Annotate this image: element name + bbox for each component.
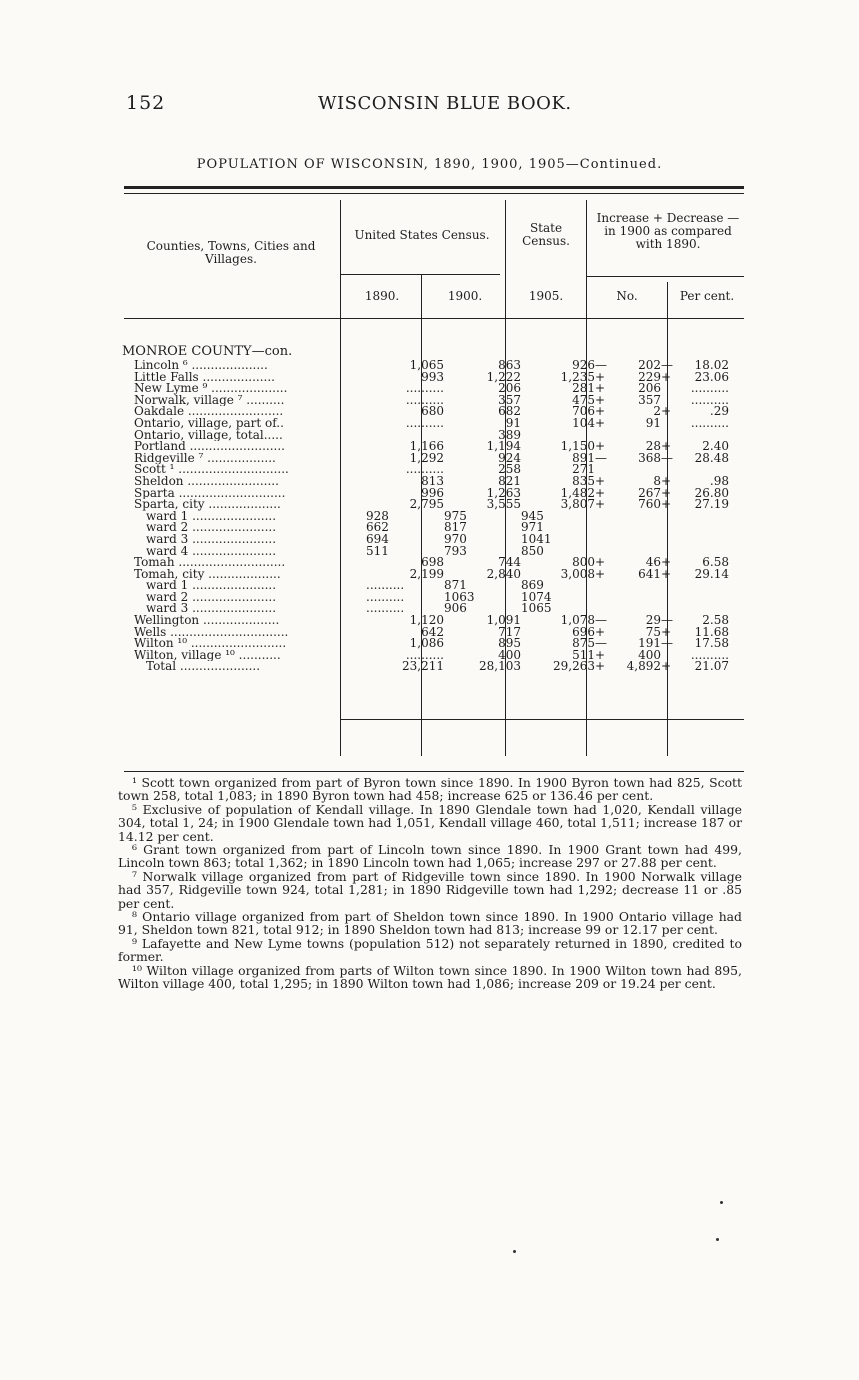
percent-sign: + (661, 441, 672, 453)
change-sign: + (595, 371, 606, 384)
change-sign: + (595, 661, 606, 674)
value-1900: 906 (444, 603, 467, 616)
table-row (122, 534, 729, 546)
row-name: ward 4 ...................... (146, 545, 277, 558)
value-1900: 91 (505, 417, 521, 430)
change-number (617, 430, 661, 442)
value-1890: 928 (366, 510, 389, 523)
value-1905: 1065 (521, 603, 552, 616)
page-number: 152 (126, 92, 166, 114)
row-name: Sparta, city ................... (134, 499, 281, 511)
sign-cell (595, 603, 617, 615)
row-name: Wilton, village ¹⁰ ........... (134, 649, 281, 662)
no-cell (617, 546, 661, 558)
change-percent: 17.58 (694, 638, 729, 650)
value-1905: 1,078 (560, 615, 595, 627)
no-cell (617, 534, 661, 546)
change-percent: 28.48 (694, 452, 729, 465)
percent-sign: + (661, 626, 672, 639)
row-name: ward 1 ...................... (146, 580, 277, 592)
value-1905: 891 (572, 452, 595, 465)
table-row (122, 546, 729, 558)
value-1900: 28,103 (479, 661, 521, 674)
footnotes (118, 776, 742, 991)
footnote: ⁶ Grant town organized from part of Lincoln town since 1890. In 1900 Grant town had 499, Lincoln town 863; total 1,362; in 1890 Lincoln town had 1,065; increase 297 or 27.88 per cent. (118, 842, 742, 871)
value-1905: 926 (572, 360, 595, 372)
value-1905: 696 (572, 626, 595, 639)
percent-sign (661, 650, 681, 662)
value-1890: 680 (421, 406, 444, 418)
value-1905: 3,807 (560, 499, 595, 511)
population-table (122, 360, 729, 673)
table-row (122, 557, 729, 569)
table-row (122, 650, 729, 662)
table-row (122, 395, 729, 407)
value-1905: 1,150 (560, 441, 595, 453)
change-sign: + (595, 557, 606, 569)
percent-sign (661, 395, 681, 407)
row-name: Ridgeville ⁷ .................. (134, 452, 276, 465)
change-number: 4,892 (626, 661, 661, 674)
percent-sign: — (661, 638, 673, 650)
percent-sign: + (661, 499, 672, 511)
change-percent: 29.14 (694, 568, 729, 581)
change-sign: + (595, 475, 606, 488)
running-head: WISCONSIN BLUE BOOK. (318, 93, 572, 114)
percent-sign: — (661, 452, 673, 465)
value-1890: .......... (405, 383, 444, 395)
change-percent (681, 464, 729, 476)
value-1905: 1074 (521, 591, 552, 604)
row-name: Wells ............................... (134, 626, 289, 639)
value-1890: 993 (421, 371, 444, 384)
change-sign: — (595, 360, 607, 372)
value-1905: 104 (572, 417, 595, 430)
header-bottom-rule (124, 318, 744, 319)
value-1905: 875 (572, 638, 595, 650)
value-1900: 1,091 (486, 615, 521, 627)
change-number: 357 (638, 394, 661, 407)
percent-sign: + (661, 661, 672, 674)
header-sub-rule-us (340, 274, 500, 275)
value-1900: 717 (498, 626, 521, 639)
row-name: Wellington .................... (134, 615, 280, 627)
value-1900: 3,555 (486, 499, 521, 511)
change-sign: + (595, 487, 606, 500)
change-percent: 2.40 (702, 441, 729, 453)
change-sign: + (595, 626, 606, 639)
value-1905: 971 (521, 522, 544, 534)
no-cell (617, 580, 661, 592)
pct-cell (681, 603, 729, 615)
change-number: 760 (638, 499, 661, 511)
pct-sign-cell (661, 580, 681, 592)
header-sub-rule-inc (586, 276, 744, 277)
row-name: Little Falls ................... (134, 371, 275, 384)
change-sign: + (595, 406, 606, 418)
value-1900: 2,840 (486, 568, 521, 581)
change-number: 75 (645, 626, 661, 639)
no-cell (617, 522, 661, 534)
sign-cell (595, 546, 617, 558)
top-rule-thick (124, 186, 744, 189)
bottom-rule (124, 771, 744, 772)
no-cell (617, 511, 661, 523)
row-name: Ontario, village, total..... (134, 429, 283, 442)
table-row (122, 638, 729, 650)
change-percent: 6.58 (702, 557, 729, 569)
change-number (617, 464, 661, 476)
value-1890: .......... (366, 591, 405, 604)
value-1905: 1041 (521, 533, 552, 546)
change-sign: + (595, 394, 606, 407)
value-1890: 2,199 (409, 568, 444, 581)
no-cell (617, 603, 661, 615)
total-rule-1 (340, 719, 744, 720)
header-us-census: United States Census. (354, 228, 490, 242)
row-name: ward 2 ...................... (146, 522, 277, 534)
change-number: 641 (638, 568, 661, 581)
row-name: New Lyme ⁹ .................... (134, 383, 288, 395)
header-no: No. (616, 289, 638, 303)
sign-cell (595, 534, 617, 546)
value-1890: .......... (405, 464, 444, 476)
change-number: 2 (653, 406, 661, 418)
value-1900: 863 (498, 360, 521, 372)
value-1890: 1,292 (409, 452, 444, 465)
table-row (122, 592, 729, 604)
value-1900: 206 (498, 383, 521, 395)
footnote: ⁵ Exclusive of population of Kendall village. In 1890 Glendale town had 1,020, Kendall village 304, total 1, 24; in 1900 Glendale town had 1,051, Kendall village 460, total 1,511; increase 187 or 14.12 per cent. (118, 801, 742, 844)
change-number: 91 (645, 417, 661, 430)
header-1905: 1905. (528, 289, 564, 303)
table-row (122, 580, 729, 592)
change-number: 8 (653, 475, 661, 488)
print-speck (716, 1238, 719, 1241)
change-percent: .......... (690, 649, 729, 662)
value-1905: 281 (572, 383, 595, 395)
pct-sign-cell (661, 592, 681, 604)
row-name: Total ..................... (146, 661, 261, 674)
table-row (122, 430, 729, 442)
value-1905: 29,263 (553, 661, 595, 674)
county-heading: MONROE COUNTY—con. (122, 344, 293, 359)
row-name: Scott ¹ ............................. (134, 464, 289, 476)
table-row (122, 511, 729, 523)
percent-sign (661, 418, 681, 430)
change-sign (595, 464, 617, 476)
change-number: 368 (638, 452, 661, 465)
pct-cell (681, 592, 729, 604)
table-row (122, 569, 729, 581)
value-1890: 996 (421, 487, 444, 500)
sign-cell (595, 511, 617, 523)
percent-sign (661, 430, 681, 442)
change-sign: + (595, 383, 606, 395)
footnote: ¹⁰ Wilton village organized from parts of Wilton town since 1890. In 1900 Wilton town had 895, Wilton village 400, total 1,295; in 1890 Wilton town had 1,086; increase 209 or 19.24 per cent. (118, 962, 742, 992)
table-row (122, 603, 729, 615)
value-1900: 871 (444, 580, 467, 592)
table-title: POPULATION OF WISCONSIN, 1890, 1900, 1905—Continued. (196, 157, 663, 172)
footnote: ⁷ Norwalk village organized from part of Ridgeville town since 1890. In 1900 Norwalk village had 357, Ridgeville town 924, total 1,281; in 1890 Ridgeville town had 1,292; decrease 11 or .85 per cent. (118, 868, 742, 911)
pct-sign-cell (661, 522, 681, 534)
pct-sign-cell (661, 511, 681, 523)
value-1890: .......... (366, 580, 405, 592)
table-row (122, 383, 729, 395)
value-1900: 821 (498, 475, 521, 488)
header-1900: 1900. (447, 289, 483, 303)
value-1900: 258 (498, 464, 521, 476)
value-1890: .......... (405, 394, 444, 407)
value-1890: 23,211 (402, 661, 444, 674)
change-sign: — (595, 615, 607, 627)
value-1890 (366, 430, 444, 442)
value-1890: 2,795 (409, 499, 444, 511)
value-1890: 694 (366, 533, 389, 546)
percent-sign (661, 383, 681, 395)
no-cell (617, 592, 661, 604)
change-percent (681, 430, 729, 442)
change-percent: .98 (709, 475, 729, 488)
row-name: Wilton ¹⁰ ......................... (134, 638, 287, 650)
value-1905: 850 (521, 545, 544, 558)
value-1900: 1063 (444, 591, 475, 604)
percent-sign: + (661, 371, 672, 384)
table-row (122, 476, 729, 488)
value-1890: 642 (421, 626, 444, 639)
percent-sign: — (661, 615, 673, 627)
change-sign: — (595, 452, 607, 465)
row-name: Portland ......................... (134, 441, 285, 453)
change-sign (595, 430, 617, 442)
change-sign: + (595, 649, 606, 662)
value-1900: 1,222 (486, 371, 521, 384)
change-percent: .......... (690, 394, 729, 407)
row-name: Norwalk, village ⁷ .......... (134, 394, 285, 407)
value-1890: 1,166 (409, 441, 444, 453)
change-number: 267 (638, 487, 661, 500)
value-1900: 400 (498, 649, 521, 662)
pct-sign-cell (661, 534, 681, 546)
table-body (122, 360, 729, 673)
row-name: Tomah ............................ (134, 557, 286, 569)
table-row (122, 499, 729, 511)
value-1900: 895 (498, 638, 521, 650)
value-1905: 271 (572, 464, 595, 476)
value-1890: 662 (366, 522, 389, 534)
value-1890: .......... (366, 603, 405, 616)
change-percent: 2.58 (702, 615, 729, 627)
change-sign: + (595, 417, 606, 430)
footnote: ⁸ Ontario village organized from part of Sheldon town since 1890. In 1900 Ontario village had 91, Sheldon town 821, total 912; in 1890 Sheldon town had 813; increase 99 or 12.17 per cent. (118, 909, 742, 938)
change-number: 191 (638, 638, 661, 650)
footnote: ¹ Scott town organized from part of Byron town since 1890. In 1900 Byron town had 825, Scott town 258, total 1,083; in 1890 Byron town had 458; increase 625 or 136.46 per cent. (118, 775, 742, 804)
header-name-cell: Counties, Towns, Cities and Villages. (146, 239, 316, 266)
value-1890: 1,065 (409, 360, 444, 372)
pct-cell (681, 546, 729, 558)
table-row (122, 464, 729, 476)
sign-cell (595, 522, 617, 534)
table-row (122, 441, 729, 453)
change-number: 202 (638, 360, 661, 372)
value-1900: 357 (498, 394, 521, 407)
value-1900: 1,263 (486, 487, 521, 500)
pct-cell (681, 522, 729, 534)
row-name: ward 2 ...................... (146, 591, 277, 604)
value-1890: 511 (366, 545, 389, 558)
table-row (122, 488, 729, 500)
change-percent: .......... (690, 383, 729, 395)
change-percent: 11.68 (694, 626, 729, 639)
row-name: ward 3 ...................... (146, 603, 277, 616)
table-row (122, 418, 729, 430)
value-1890: 698 (421, 557, 444, 569)
row-name: ward 3 ...................... (146, 533, 277, 546)
percent-sign: + (661, 487, 672, 500)
table-row (122, 661, 729, 673)
value-1905: 475 (572, 394, 595, 407)
header-percent: Per cent. (679, 289, 735, 303)
pct-cell (681, 580, 729, 592)
change-percent: 27.19 (694, 499, 729, 511)
percent-sign: — (661, 360, 673, 372)
change-percent: .......... (690, 417, 729, 430)
change-percent: 21.07 (694, 661, 729, 674)
value-1905: 869 (521, 580, 544, 592)
table-row (122, 453, 729, 465)
value-1905: 1,235 (560, 371, 595, 384)
table-row (122, 627, 729, 639)
table-row (122, 615, 729, 627)
percent-sign: + (661, 406, 672, 418)
value-1900: 389 (498, 429, 521, 442)
value-1905: 800 (572, 557, 595, 569)
row-name: Sheldon ........................ (134, 475, 279, 488)
percent-sign: + (661, 475, 672, 488)
change-percent: .29 (709, 406, 729, 418)
row-name: Lincoln ⁶ .................... (134, 360, 268, 372)
table-row (122, 360, 729, 372)
value-1890: 1,120 (409, 615, 444, 627)
value-1890: .......... (405, 417, 444, 430)
change-number: 29 (645, 615, 661, 627)
percent-sign (661, 464, 681, 476)
value-1900: 682 (498, 406, 521, 418)
header-1890: 1890. (364, 289, 400, 303)
value-1900: 924 (498, 452, 521, 465)
print-speck (720, 1201, 723, 1204)
change-number: 46 (645, 557, 661, 569)
value-1900: 975 (444, 510, 467, 523)
change-sign: — (595, 638, 607, 650)
value-1890: 813 (421, 475, 444, 488)
change-percent: 18.02 (694, 360, 729, 372)
header-state-census: State Census. (522, 221, 570, 248)
change-number: 206 (638, 383, 661, 395)
row-name: ward 1 ...................... (146, 510, 277, 523)
value-1905: 835 (572, 475, 595, 488)
value-1900: 817 (444, 522, 467, 534)
value-1905: 511 (572, 649, 595, 662)
header-increase: Increase + Decrease — in 1900 as compared with 1890. (596, 211, 740, 251)
row-name: Oakdale ......................... (134, 406, 284, 418)
print-speck (513, 1250, 516, 1253)
value-1905 (521, 430, 595, 442)
value-1900: 793 (444, 545, 467, 558)
row-name: Sparta ............................ (134, 487, 286, 500)
value-1900: 1,194 (486, 441, 521, 453)
change-percent: 23.06 (694, 371, 729, 384)
change-percent: 26.80 (694, 487, 729, 500)
change-number: 229 (638, 371, 661, 384)
value-1905: 945 (521, 510, 544, 523)
sign-cell (595, 580, 617, 592)
value-1890: 1,086 (409, 638, 444, 650)
pct-sign-cell (661, 546, 681, 558)
value-1905: 3,008 (560, 568, 595, 581)
row-name: Tomah, city ................... (134, 568, 281, 581)
row-name: Ontario, village, part of.. (134, 417, 284, 430)
footnote: ⁹ Lafayette and New Lyme towns (population 512) not separately returned in 1890, credited to former. (118, 935, 742, 965)
pct-sign-cell (661, 603, 681, 615)
change-sign: + (595, 568, 606, 581)
value-1890: .......... (405, 649, 444, 662)
table-row (122, 406, 729, 418)
change-sign: + (595, 499, 606, 511)
value-1905: 1,482 (560, 487, 595, 500)
value-1905: 706 (572, 406, 595, 418)
change-number: 28 (645, 441, 661, 453)
table-row (122, 372, 729, 384)
pct-cell (681, 534, 729, 546)
sign-cell (595, 592, 617, 604)
pct-cell (681, 511, 729, 523)
change-sign: + (595, 441, 606, 453)
value-1900: 744 (498, 557, 521, 569)
table-row (122, 522, 729, 534)
percent-sign: + (661, 568, 672, 581)
change-number: 400 (638, 649, 661, 662)
value-1900: 970 (444, 533, 467, 546)
percent-sign: + (661, 557, 672, 569)
top-rule-thin (124, 193, 744, 194)
